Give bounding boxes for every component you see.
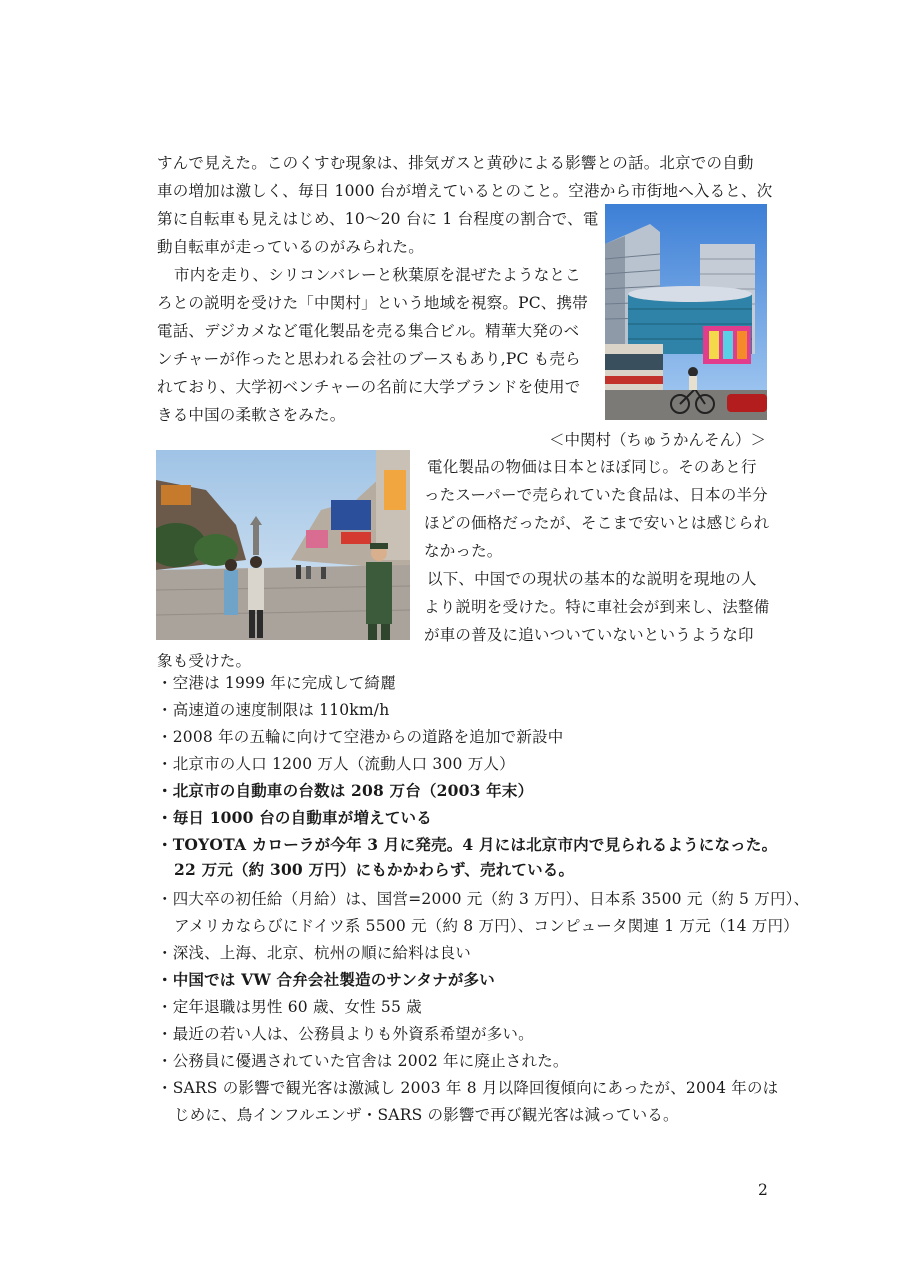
page-number: 2 [758,1181,768,1199]
body-text-line: ンチャーが作ったと思われる会社のブースもあり,PC も売ら [157,350,581,368]
bullet-item: ・最近の若い人は、公務員よりも外資系希望が多い。 [157,1025,534,1043]
bullet-item-bold: ・中国では VW 合弁会社製造のサンタナが多い [157,970,495,989]
body-text-line: すんで見えた。このくすむ現象は、排気ガスと黄砂による影響との話。北京での自動 [157,154,754,172]
bullet-item-continuation: アメリカならびにドイツ系 5500 元（約 8 万円）、コンピュータ関連 1 万元（14 万円） [174,917,799,935]
body-text-line: 電化製品の物価は日本とほぼ同じ。そのあと行 [427,458,757,476]
bullet-item: ・北京市の人口 1200 万人（流動人口 300 万人） [157,755,515,773]
body-text-line: より説明を受けた。特に車社会が到来し、法整備 [424,598,770,616]
street-photo-illustration [156,450,410,640]
body-text-line: きる中国の柔軟さをみた。 [157,406,346,424]
body-text-line: 市内を走り、シリコンバレーと秋葉原を混ぜたようなとこ [174,266,581,284]
bullet-item-bold-continuation: 22 万元（約 300 万円）にもかかわらず、売れている。 [174,860,575,879]
body-text-line: 第に自転車も見えはじめ、10～20 台に 1 台程度の割合で、電 [157,210,599,228]
body-text-line: なかった。 [424,542,503,560]
bullet-item: ・公務員に優遇されていた官舎は 2002 年に廃止された。 [157,1052,569,1070]
bullet-item: ・四大卒の初任給（月給）は、国営=2000 元（約 3 万円）、日本系 3500 元（約 5 万円）、 [157,890,810,908]
bullet-item: ・高速道の速度制限は 110km/h [157,701,390,719]
bullet-item: ・空港は 1999 年に完成して綺麗 [157,674,396,692]
body-text-line: ったスーパーで売られていた食品は、日本の半分 [424,486,768,504]
body-text-line: 車の増加は激しく、毎日 1000 台が増えているとのこと。空港から市街地へ入ると、次 [157,182,773,200]
photo-caption: ＜中関村（ちゅうかんそん）＞ [549,431,767,449]
zhongguancun-photo-illustration [605,204,767,420]
body-text-line: ろとの説明を受けた「中関村」という地域を視察。PC、携帯 [157,294,588,312]
body-text-line: 電話、デジカメなど電化製品を売る集合ビル。精華大発のベ [157,322,580,340]
bullet-item: ・深浅、上海、北京、杭州の順に給料は良い [157,944,472,962]
bullet-item: ・SARS の影響で観光客は激減し 2003 年 8 月以降回復傾向にあったが、2004 年のは [157,1079,779,1097]
street-photo [156,450,410,640]
zhongguancun-photo [605,204,767,420]
body-text-line: 以下、中国での現状の基本的な説明を現地の人 [427,570,757,588]
bullet-item-bold: ・TOYOTA カローラが今年 3 月に発売。4 月には北京市内で見られるようになった。 [157,835,778,854]
body-text-line: 動自転車が走っているのがみられた。 [157,238,424,256]
bullet-item: ・定年退職は男性 60 歳、女性 55 歳 [157,998,422,1016]
body-text-line: 象も受けた。 [157,652,252,670]
body-text-line: ほどの価格だったが、そこまで安いとは感じられ [424,514,770,532]
bullet-item: ・2008 年の五輪に向けて空港からの道路を追加で新設中 [157,728,564,746]
bullet-item-continuation: じめに、鳥インフルエンザ・SARS の影響で再び観光客は減っている。 [174,1106,679,1124]
bullet-item-bold: ・北京市の自動車の台数は 208 万台（2003 年末） [157,781,534,800]
body-text-line: が車の普及に追いついていないというような印 [424,626,754,644]
body-text-line: れており、大学初ベンチャーの名前に大学ブランドを使用で [157,378,581,396]
bullet-item-bold: ・毎日 1000 台の自動車が増えている [157,808,432,827]
